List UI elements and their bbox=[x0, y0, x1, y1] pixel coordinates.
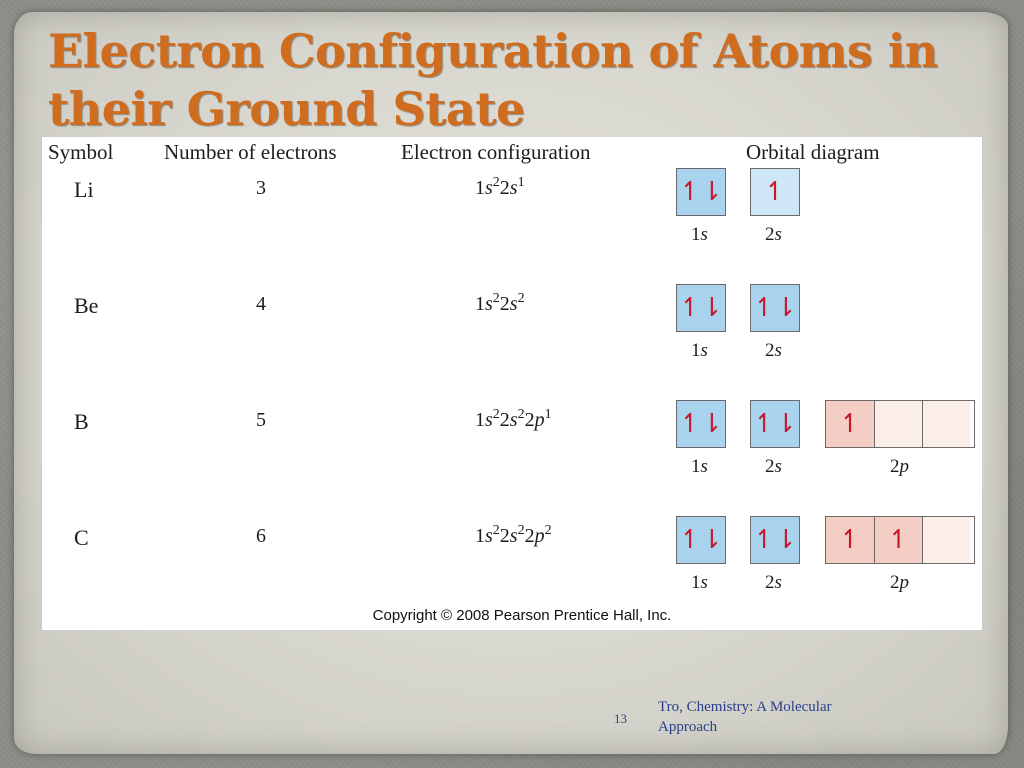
header-orbital-diagram: Orbital diagram bbox=[746, 140, 880, 164]
configuration-term: $1s^2$ bbox=[475, 407, 500, 431]
orbital-group-2p bbox=[825, 516, 975, 564]
orbital-box: ↿⇂ bbox=[751, 517, 799, 563]
element-symbol: C bbox=[74, 525, 89, 550]
configuration-exponent: 2 bbox=[544, 523, 552, 538]
orbital-group-2s bbox=[750, 400, 800, 448]
orbital-group-1s bbox=[676, 284, 726, 332]
orbital-group-1s bbox=[676, 168, 726, 216]
orbital-group-1s bbox=[676, 516, 726, 564]
electron-count: 5 bbox=[256, 409, 266, 431]
configuration-exponent: 2 bbox=[492, 523, 500, 538]
orbital-box bbox=[922, 401, 970, 447]
orbital-group-2s bbox=[750, 168, 800, 216]
orbital-label: 2s bbox=[765, 572, 782, 593]
header-configuration: Electron configuration bbox=[401, 140, 591, 164]
copyright-notice: Copyright © 2008 Pearson Prentice Hall, Inc. bbox=[372, 607, 672, 624]
electron-configuration bbox=[475, 177, 525, 200]
configuration-term: $2s^2$ bbox=[499, 291, 525, 315]
orbital-group-1s bbox=[676, 400, 726, 448]
orbital-group-2s bbox=[750, 516, 800, 564]
orbital-label: 2s bbox=[765, 340, 782, 361]
configuration-term: $2s^2$ bbox=[499, 407, 525, 431]
orbital-label: 1s bbox=[691, 572, 708, 593]
orbital-box: ↿⇂ bbox=[751, 401, 799, 447]
orbital-box: ↿⇂ bbox=[677, 285, 725, 331]
orbital-label: 1s bbox=[691, 456, 708, 477]
orbital-box: ↿⇂ bbox=[751, 285, 799, 331]
configuration-term: $1s^2$ bbox=[475, 175, 500, 199]
source-citation: Tro, Chemistry: A Molecular Approach bbox=[658, 699, 832, 735]
header-electrons: Number of electrons bbox=[164, 140, 337, 164]
orbital-box: ↿ bbox=[826, 517, 874, 563]
configuration-term: $2p^2$ bbox=[524, 523, 552, 547]
electron-configuration bbox=[475, 525, 552, 548]
element-symbol: Be bbox=[74, 293, 99, 318]
configuration-term: $2s^1$ bbox=[499, 175, 525, 199]
slide-title: Electron Configuration of Atoms in their Ground State bbox=[48, 24, 938, 136]
electron-configuration bbox=[475, 293, 525, 316]
orbital-group-2s bbox=[750, 284, 800, 332]
page-number: 13 bbox=[614, 711, 627, 726]
orbital-group-2p bbox=[825, 400, 975, 448]
orbital-label: 2p bbox=[890, 572, 909, 593]
orbital-box: ↿ bbox=[874, 517, 922, 563]
configuration-term: $2s^2$ bbox=[499, 523, 525, 547]
orbital-label: 1s bbox=[691, 224, 708, 245]
orbital-box: ↿⇂ bbox=[677, 169, 725, 215]
configuration-term: $2p^1$ bbox=[524, 407, 552, 431]
configuration-term: $1s^2$ bbox=[475, 291, 500, 315]
header-symbol: Symbol bbox=[48, 140, 114, 164]
orbital-label: 2s bbox=[765, 224, 782, 245]
element-symbol: B bbox=[74, 409, 89, 434]
electron-count: 6 bbox=[256, 525, 266, 547]
electron-count: 3 bbox=[256, 177, 266, 199]
orbital-box bbox=[922, 517, 970, 563]
configuration-exponent: 2 bbox=[492, 175, 500, 190]
orbital-box: ↿⇂ bbox=[677, 401, 725, 447]
element-symbol: Li bbox=[74, 177, 94, 202]
configuration-exponent: 2 bbox=[492, 407, 500, 422]
orbital-box: ↿ bbox=[751, 169, 799, 215]
electron-configuration bbox=[475, 409, 552, 432]
configuration-exponent: 1 bbox=[544, 407, 552, 422]
orbital-label: 2s bbox=[765, 456, 782, 477]
orbital-box bbox=[874, 401, 922, 447]
orbital-label: 2p bbox=[890, 456, 909, 477]
orbital-box: ↿ bbox=[826, 401, 874, 447]
configuration-exponent: 2 bbox=[517, 407, 525, 422]
orbital-label: 1s bbox=[691, 340, 708, 361]
electron-count: 4 bbox=[256, 293, 266, 315]
configuration-term: $1s^2$ bbox=[475, 523, 500, 547]
orbital-box: ↿⇂ bbox=[677, 517, 725, 563]
configuration-exponent: 2 bbox=[492, 291, 500, 306]
configuration-exponent: 1 bbox=[517, 175, 525, 190]
electron-configuration-figure bbox=[42, 137, 982, 630]
configuration-exponent: 2 bbox=[517, 291, 525, 306]
configuration-exponent: 2 bbox=[517, 523, 525, 538]
